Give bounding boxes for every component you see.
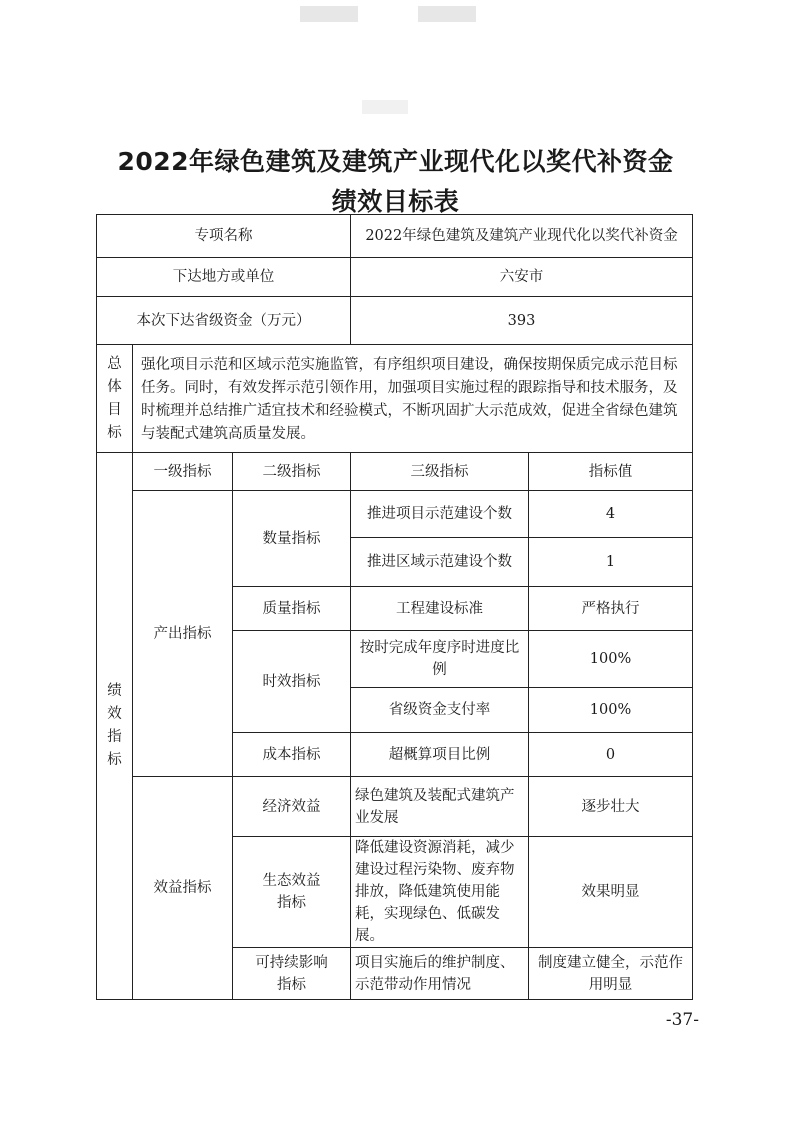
performance-target-table [96,214,693,1000]
output-indicators-label: 产出指标 [133,491,233,777]
column-header-level2: 二级指标 [233,453,351,491]
page-number: -37- [665,1010,699,1030]
scan-mark-stamp [362,100,408,114]
indicator-name: 推进区域示范建设个数 [351,538,529,587]
sustainable-impact-label [233,948,351,1000]
recipient-label: 下达地方或单位 [97,258,351,297]
quantity-indicator-label: 数量指标 [233,491,351,587]
scan-mark-top-right [418,6,476,22]
table-row-overall-goal [97,345,693,453]
indicator-name: 工程建设标准 [351,587,529,631]
indicator-name: 项目实施后的维护制度、示范带动作用情况 [351,948,529,1000]
indicator-value: 严格执行 [529,587,693,631]
indicator-name: 超概算项目比例 [351,733,529,777]
project-name-value: 2022年绿色建筑及建筑产业现代化以奖代补资金 [351,215,693,258]
performance-indicators-label [97,453,133,1000]
cost-indicator-label: 成本指标 [233,733,351,777]
overall-goal-label [97,345,133,453]
sustainable-impact-label-text: 可持续影响指标 [255,954,328,993]
table-row-recipient [97,258,693,297]
indicator-value: 0 [529,733,693,777]
document-title-line2: 绩效目标表 [331,187,460,216]
indicator-value: 100% [529,631,693,688]
funding-value: 393 [351,297,693,345]
quality-indicator-label: 质量指标 [233,587,351,631]
scan-mark-top-left [300,6,358,22]
funding-label: 本次下达省级资金（万元） [97,297,351,345]
indicator-value: 效果明显 [529,837,693,948]
ecological-benefit-label-text: 生态效益指标 [262,873,321,911]
indicator-name: 绿色建筑及装配式建筑产业发展 [351,777,529,837]
indicator-value: 逐步壮大 [529,777,693,837]
ecological-benefit-label [233,837,351,948]
table-row [97,777,693,837]
performance-indicators-label-text: 绩效指标 [107,683,122,768]
table-row-funding [97,297,693,345]
column-header-level1: 一级指标 [133,453,233,491]
indicator-value: 1 [529,538,693,587]
document-title-line1: 2022年绿色建筑及建筑产业现代化以奖代补资金 [117,147,674,176]
economic-benefit-label: 经济效益 [233,777,351,837]
table-row-indicator-header [97,453,693,491]
indicator-name: 推进项目示范建设个数 [351,491,529,538]
table-row-project-name [97,215,693,258]
timeliness-indicator-label: 时效指标 [233,631,351,733]
project-name-label: 专项名称 [97,215,351,258]
recipient-value: 六安市 [351,258,693,297]
overall-goal-text: 强化项目示范和区域示范实施监管，有序组织项目建设，确保按期保质完成示范目标任务。同时，有效发挥示范引领作用，加强项目实施过程的跟踪指导和技术服务，及时梳理并总结推广适宜技术和经验模式，不断巩固扩大示范成效，促进全省绿色建筑与装配式建筑高质量发展。 [133,345,693,453]
column-header-level3: 三级指标 [351,453,529,491]
indicator-name: 降低建设资源消耗，减少建设过程污染物、废弃物排放，降低建筑使用能耗，实现绿色、低碳发展。 [351,837,529,948]
indicator-name: 按时完成年度序时进度比例 [351,631,529,688]
column-header-value: 指标值 [529,453,693,491]
table-row [97,491,693,538]
overall-goal-label-text: 总体目标 [107,355,122,441]
indicator-value: 100% [529,688,693,733]
benefit-indicators-label: 效益指标 [133,777,233,1000]
indicator-name: 省级资金支付率 [351,688,529,733]
indicator-value: 4 [529,491,693,538]
indicator-value: 制度建立健全，示范作用明显 [529,948,693,1000]
